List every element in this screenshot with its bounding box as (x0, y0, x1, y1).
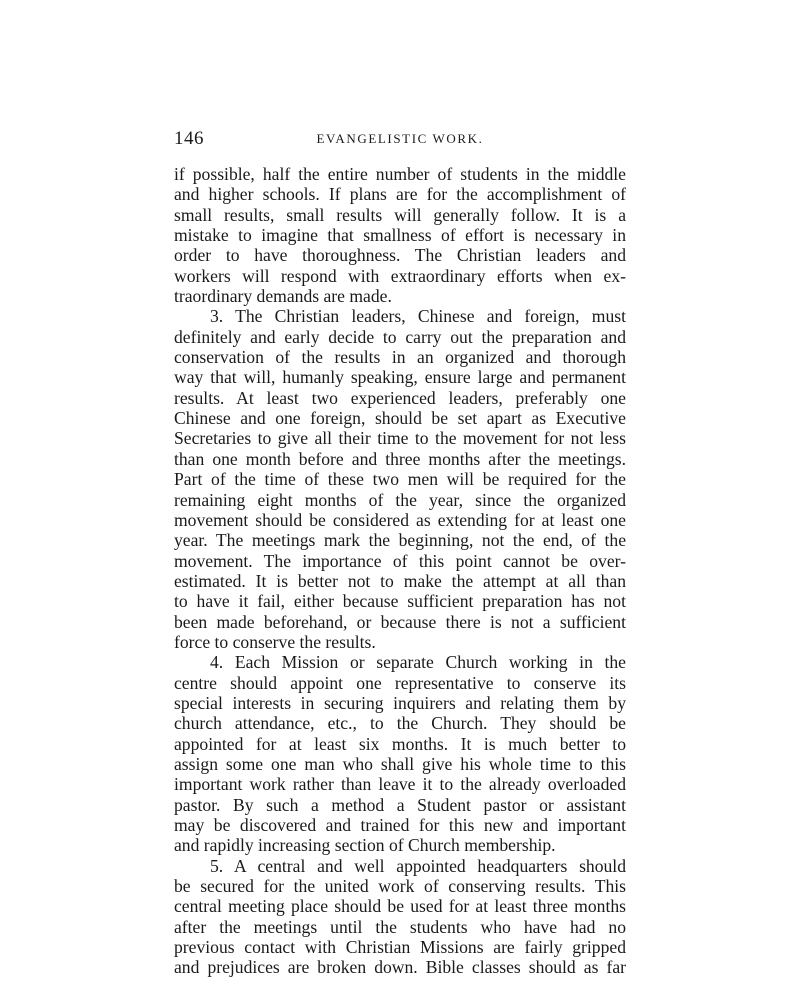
text-line: if possible, half the entire number of students in the middle (174, 164, 626, 184)
text-line: workers will respond with extraordinary efforts when ex- (174, 265, 626, 286)
text-line: mistake to imagine that smallness of effort is necessary in (174, 225, 626, 246)
text-line: and prejudices are broken down. Bible classes should as far (174, 957, 626, 978)
text-line: force to conserve the results. (174, 631, 376, 652)
text-line: and rapidly increasing section of Church membership. (174, 835, 556, 856)
text-line: 3. The Christian leaders, Chinese and foreign, must (210, 306, 626, 327)
text-line: Part of the time of these two men will be required for the (174, 469, 626, 490)
text-line: results. At least two experienced leaders, preferably one (174, 387, 626, 408)
text-line: pastor. By such a method a Student pastor or assistant (174, 794, 626, 815)
text-line: appointed for at least six months. It is much better to (174, 733, 626, 754)
text-line: Chinese and one foreign, should be set apart as Executive (174, 408, 626, 429)
text-line: traordinary demands are made. (174, 286, 392, 307)
text-line: conservation of the results in an organized and thorough (174, 347, 626, 368)
body-text (174, 164, 626, 978)
text-line: year. The meetings mark the beginning, not the end, of the (174, 530, 626, 551)
text-line: assign some one man who shall give his whole time to this (174, 753, 626, 774)
page-number: 146 (174, 128, 204, 149)
text-line: may be discovered and trained for this new and important (174, 815, 626, 835)
text-line: central meeting place should be used for at least three months (174, 896, 626, 917)
text-line: order to have thoroughness. The Christian leaders and (174, 245, 626, 266)
text-line: small results, small results will generally follow. It is a (174, 204, 626, 225)
text-line: estimated. It is better not to make the attempt at all than (174, 570, 626, 591)
text-line: be secured for the united work of conserving results. This (174, 876, 626, 897)
running-head (174, 128, 626, 152)
text-line: movement. The importance of this point cannot be over- (174, 550, 626, 571)
text-line: important work rather than leave it to the already overloaded (174, 774, 626, 795)
text-line: church attendance, etc., to the Church. They should be (174, 713, 626, 734)
text-line: than one month before and three months after the meetings. (174, 448, 626, 469)
text-line: special interests in securing inquirers and relating them by (174, 692, 626, 713)
text-line: been made beforehand, or because there is not a sufficient (174, 611, 626, 632)
book-page (174, 128, 626, 978)
text-line: remaining eight months of the year, since the organized (174, 489, 626, 510)
text-line: and higher schools. If plans are for the accomplishment of (174, 184, 626, 205)
text-line: previous contact with Christian Missions are fairly gripped (174, 937, 626, 958)
text-line: movement should be considered as extending for at least one (174, 509, 626, 530)
text-line: way that will, humanly speaking, ensure large and permanent (174, 367, 626, 388)
text-line: definitely and early decide to carry out the preparation and (174, 326, 626, 347)
text-line: after the meetings until the students who have had no (174, 916, 626, 937)
running-title: EVANGELISTIC WORK. (316, 131, 484, 146)
text-line: 5. A central and well appointed headquarters should (210, 855, 626, 876)
text-line: centre should appoint one representative to conserve its (174, 672, 626, 693)
text-line: 4. Each Mission or separate Church working in the (210, 652, 626, 673)
text-line: to have it fail, either because sufficient preparation has not (174, 591, 626, 612)
text-line: Secretaries to give all their time to the movement for not less (174, 428, 626, 449)
